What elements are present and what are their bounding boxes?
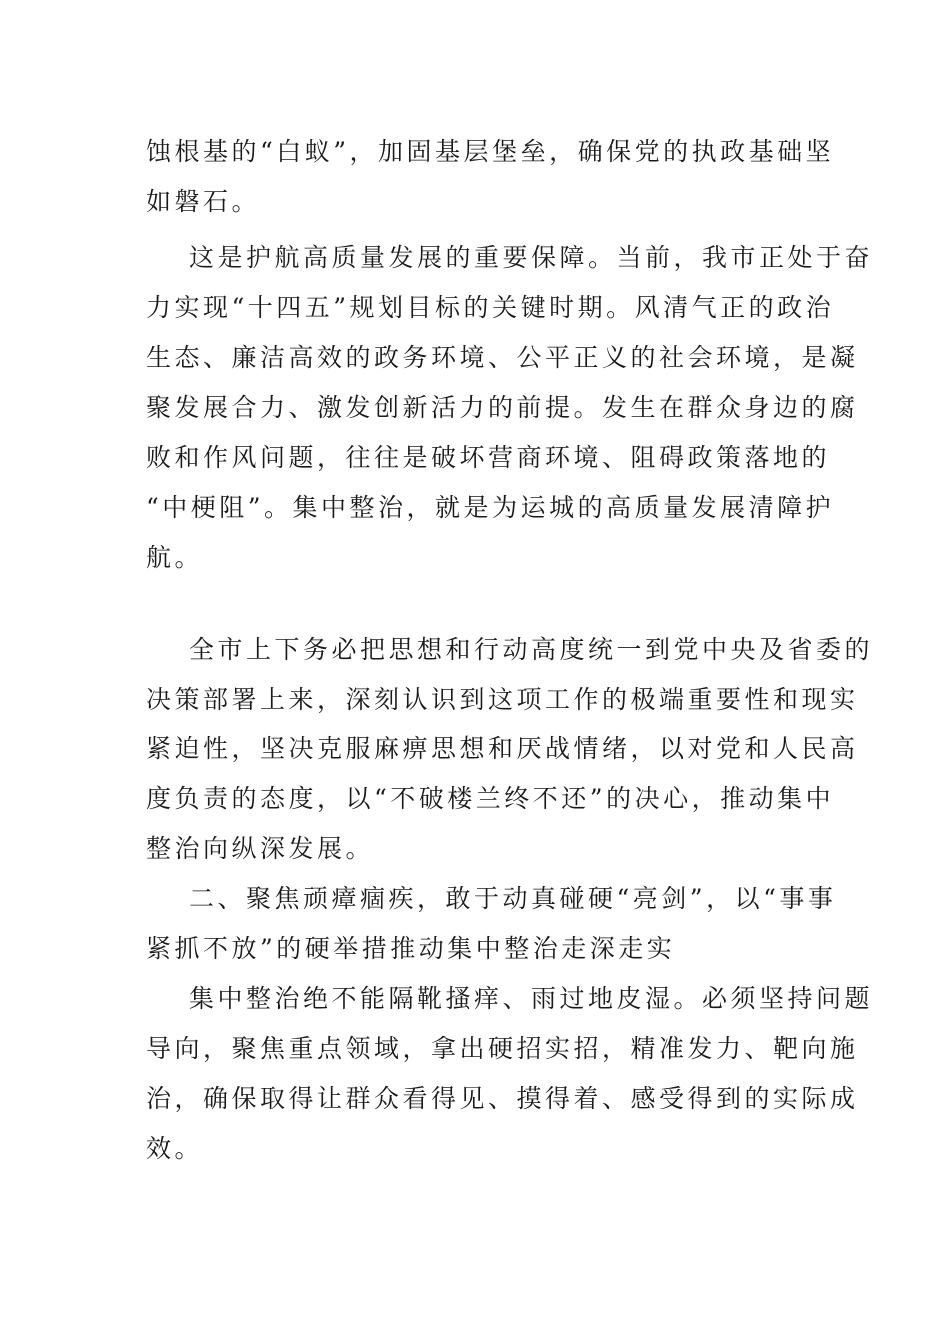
text-line: 航。 [146, 543, 204, 572]
text-line: 度负责的态度，以“不破楼兰终不还”的决心，推动集中 [146, 784, 835, 813]
text-line: 如磐石。 [146, 187, 261, 216]
text-line: 聚发展合力、激发创新活力的前提。发生在群众身边的腐 [146, 393, 859, 422]
section-heading-line: 紧抓不放”的硬举措推动集中整治走深走实 [146, 934, 676, 963]
text-line: 整治向纵深发展。 [146, 834, 375, 863]
text-line: 决策部署上来，深刻认识到这项工作的极端重要性和现实 [146, 685, 859, 714]
text-line: 治，确保取得让群众看得见、摸得着、感受得到的实际成 [146, 1084, 859, 1113]
text-line: 力实现“十四五”规划目标的关键时期。风清气正的政治 [146, 293, 835, 322]
paragraph-first-line: 这是护航高质量发展的重要保障。当前，我市正处于奋 [189, 243, 874, 272]
text-line: 生态、廉洁高效的政务环境、公平正义的社会环境，是凝 [146, 343, 859, 372]
section-heading-line: 二、聚焦顽瘴痼疾，敢于动真碰硬“亮剑”，以“事事 [189, 884, 837, 913]
text-line: 效。 [146, 1134, 204, 1163]
text-line: 败和作风问题，往往是破坏营商环境、阻碍政策落地的 [146, 443, 831, 472]
text-line: 导向，聚焦重点领域，拿出硬招实招，精准发力、靶向施 [146, 1034, 859, 1063]
paragraph-first-line: 全市上下务必把思想和行动高度统一到党中央及省委的 [189, 635, 874, 664]
paragraph-first-line: 集中整治绝不能隔靴搔痒、雨过地皮湿。必须坚持问题 [189, 984, 874, 1013]
text-line: 蚀根基的“白蚁”，加固基层堡垒，确保党的执政基础坚 [146, 137, 835, 166]
text-line: 紧迫性，坚决克服麻痹思想和厌战情绪，以对党和人民高 [146, 734, 859, 763]
text-line: “中梗阻”。集中整治，就是为运城的高质量发展清障护 [146, 493, 835, 522]
